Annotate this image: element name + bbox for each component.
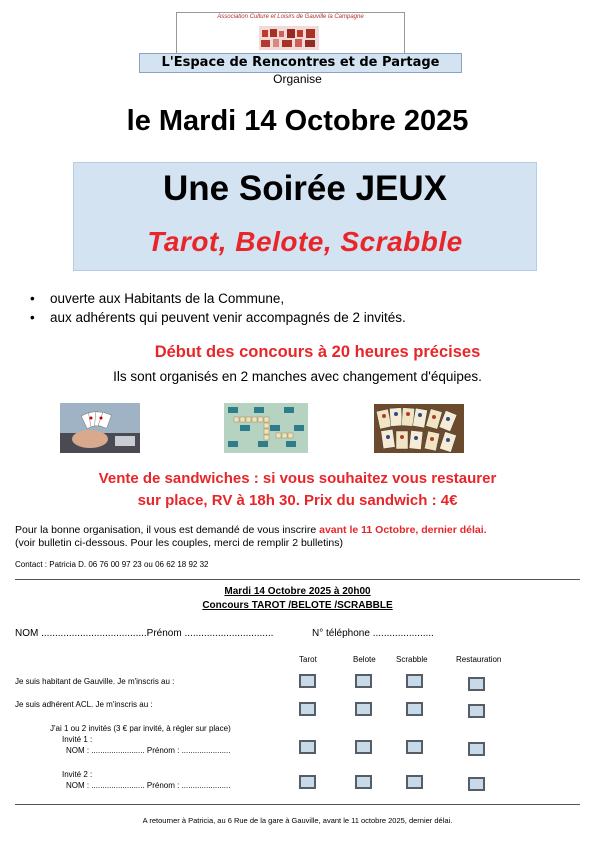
row-label-invites: J'ai 1 ou 2 invités (3 € par invité, à régler sur place)	[50, 724, 231, 733]
checkbox-invite2-scrabble[interactable]	[406, 775, 423, 789]
invite2-label: Invité 2 :	[62, 770, 93, 779]
checkbox-invite2-tarot[interactable]	[299, 775, 316, 789]
bullet-icon: •	[30, 310, 35, 325]
registration-deadline: avant le 11 Octobre, dernier délai.	[319, 524, 487, 536]
checkbox-adherent-tarot[interactable]	[299, 702, 316, 716]
registration-notice: Pour la bonne organisation, il vous est demandé de vous inscrire avant le 11 Octobre, dernier délai.	[15, 524, 487, 536]
card-hand-photo	[60, 403, 140, 453]
column-header-tarot: Tarot	[299, 655, 317, 664]
checkbox-adherent-restauration[interactable]	[468, 704, 485, 718]
form-date: Mardi 14 Octobre 2025 à 20h00	[224, 586, 371, 597]
bullet-icon: •	[30, 291, 35, 306]
scrabble-board-photo	[224, 403, 308, 453]
audience-list	[30, 289, 406, 327]
checkbox-invite1-scrabble[interactable]	[406, 740, 423, 754]
checkbox-habitant-belote[interactable]	[355, 674, 372, 688]
form-title: Concours TAROT /BELOTE /SCRABBLE	[202, 600, 393, 611]
invite1-label: Invité 1 :	[62, 735, 93, 744]
event-title-box	[73, 162, 537, 271]
checkbox-invite2-restauration[interactable]	[468, 777, 485, 791]
contact-info: Contact : Patricia D. 06 76 00 97 23 ou 06 62 18 92 32	[15, 560, 209, 569]
sandwich-notice: Vente de sandwiches : si vous souhaitez vous restaurer sur place, RV à 18h 30. Prix du sandwich : 4€	[98, 470, 497, 509]
checkbox-adherent-belote[interactable]	[355, 702, 372, 716]
return-address: A retourner à Patricia, au 6 Rue de la gare à Gauville, avant le 11 octobre 2025, dernier délai.	[142, 816, 453, 825]
organizer-banner: L'Espace de Rencontres et de Partage	[139, 53, 462, 73]
tarot-cards-photo	[374, 404, 464, 453]
checkbox-invite2-belote[interactable]	[355, 775, 372, 789]
event-date-title: le Mardi 14 Octobre 2025	[126, 105, 469, 137]
name-field[interactable]: NOM ......................................Prénom ................................	[15, 628, 274, 639]
association-logo	[176, 12, 405, 54]
invite1-fields[interactable]: NOM : ........................ Prénom : ......................	[66, 746, 231, 755]
logo-image	[259, 26, 319, 50]
registration-note: (voir bulletin ci-dessous. Pour les couples, merci de remplir 2 bulletins)	[15, 537, 343, 549]
rounds-notice: Ils sont organisés en 2 manches avec changement d'équipes.	[113, 369, 482, 384]
checkbox-invite1-tarot[interactable]	[299, 740, 316, 754]
start-time-notice: Début des concours à 20 heures précises	[154, 343, 481, 361]
event-title: Une Soirée JEUX	[163, 169, 447, 208]
checkbox-habitant-restauration[interactable]	[468, 677, 485, 691]
row-label-adherent: Je suis adhérent ACL. Je m'inscris au :	[15, 700, 153, 709]
checkbox-adherent-scrabble[interactable]	[406, 702, 423, 716]
association-name: Association Culture et Loisirs de Gauville la Campagne	[217, 14, 364, 20]
checkbox-habitant-scrabble[interactable]	[406, 674, 423, 688]
column-header-scrabble: Scrabble	[396, 655, 428, 664]
organise-label: Organise	[273, 72, 322, 86]
divider	[15, 804, 580, 805]
list-item: • ouverte aux Habitants de la Commune,	[30, 291, 285, 306]
checkbox-invite1-belote[interactable]	[355, 740, 372, 754]
column-header-belote: Belote	[353, 655, 376, 664]
checkbox-habitant-tarot[interactable]	[299, 674, 316, 688]
event-games: Tarot, Belote, Scrabble	[147, 226, 463, 257]
checkbox-invite1-restauration[interactable]	[468, 742, 485, 756]
column-header-restauration: Restauration	[456, 655, 502, 664]
invite2-fields[interactable]: NOM : ........................ Prénom : ......................	[66, 781, 231, 790]
phone-field[interactable]: N° téléphone ......................	[312, 628, 434, 639]
divider	[15, 579, 580, 580]
row-label-habitant: Je suis habitant de Gauville. Je m'inscris au :	[15, 677, 175, 686]
list-item: • aux adhérents qui peuvent venir accompagnés de 2 invités.	[30, 310, 406, 325]
